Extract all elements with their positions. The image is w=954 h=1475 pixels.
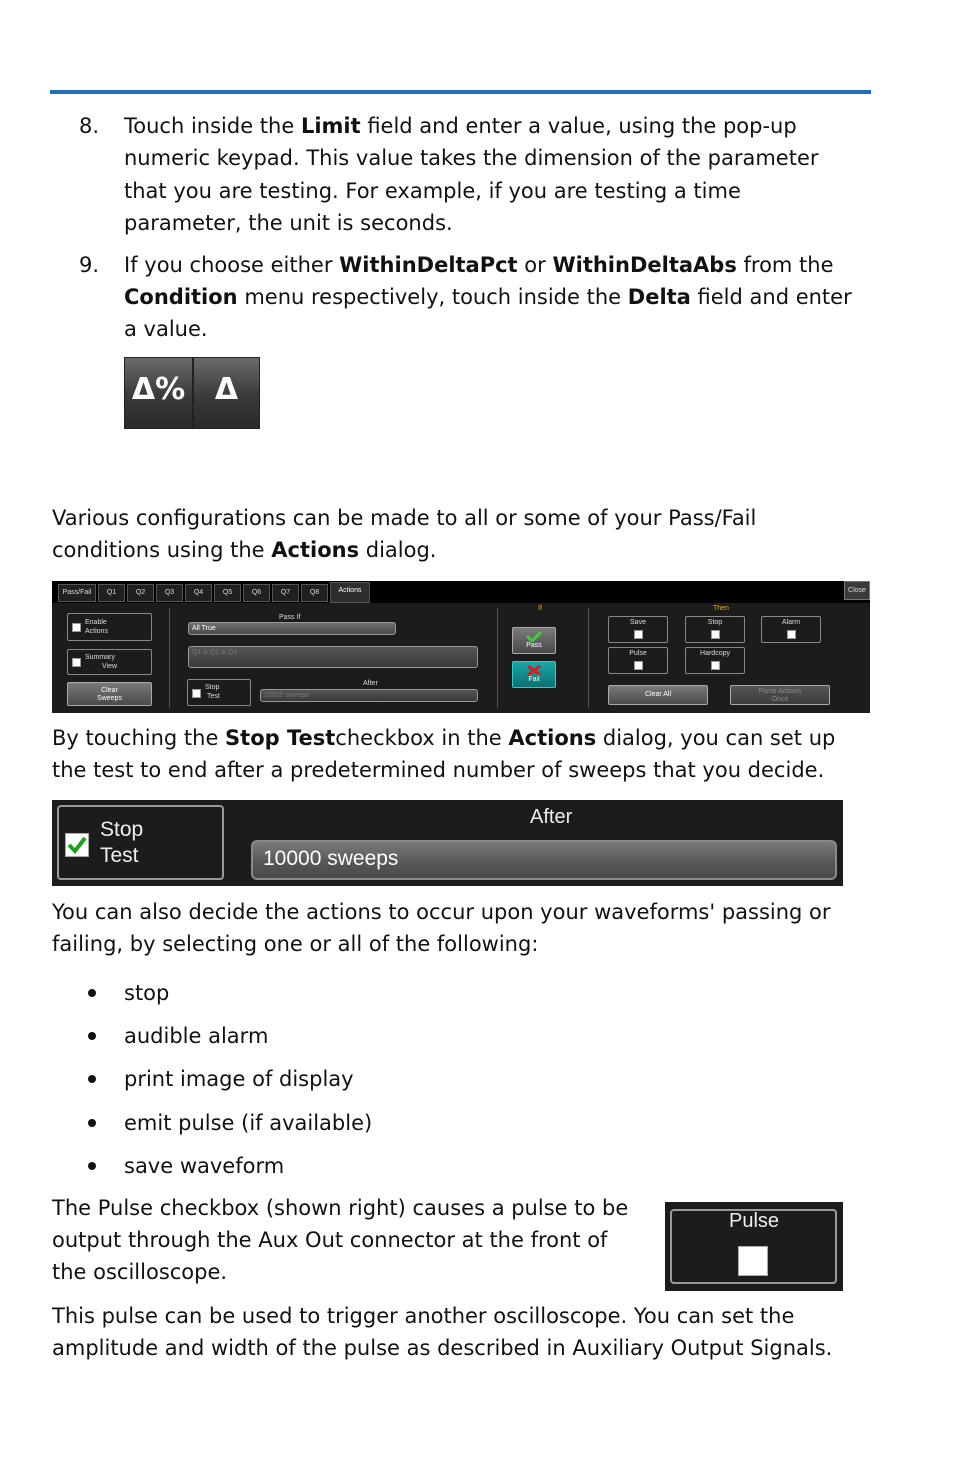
expression-field[interactable]: Q1 & Q2 & Q3 — [188, 646, 478, 668]
stop-test-checkbox[interactable] — [192, 689, 201, 698]
step-number: 8. — [79, 114, 100, 138]
intro-line-1: Various configurations can be made to all or some of your Pass/Fail — [52, 506, 757, 530]
stop-test-label-2: Test — [207, 693, 220, 700]
stop-para-line-1: By touching the Stop Testcheckbox in the Actions dialog, you can set up — [52, 726, 836, 750]
pulse-label: Pulse — [728, 1210, 780, 1232]
pass-label: Pass — [526, 642, 542, 649]
tab-q7[interactable]: Q7 — [272, 584, 299, 602]
alarm-checkbox[interactable] — [787, 630, 796, 639]
then-label: Then — [713, 605, 729, 612]
delta-pct-label: Δ% — [131, 372, 186, 407]
stop-label: Stop — [707, 619, 723, 626]
enable-actions-label-2: Actions — [85, 628, 108, 635]
pulse-zoom — [665, 1202, 843, 1291]
list-item: stop — [124, 981, 170, 1005]
actions-para-line-2: failing, by selecting one or all of the following: — [52, 932, 539, 956]
step-9-line-3: a value. — [124, 317, 208, 341]
bullet-icon — [88, 1162, 96, 1170]
step-8-line-1: Touch inside the Limit field and enter a value, using the pop-up — [124, 114, 797, 138]
checkmark-icon — [526, 631, 542, 642]
divider — [497, 608, 498, 708]
bullet-icon — [88, 1032, 96, 1040]
stop-test-checked-checkbox[interactable] — [65, 833, 89, 857]
stop-test-toggle[interactable] — [187, 679, 251, 706]
list-item: save waveform — [124, 1154, 285, 1178]
stop-checkbox[interactable] — [711, 630, 720, 639]
after-label: After — [363, 680, 378, 687]
divider — [169, 608, 170, 708]
list-item: emit pulse (if available) — [124, 1111, 373, 1135]
stop-test-zoom — [52, 800, 843, 886]
summary-view-checkbox[interactable] — [72, 658, 81, 667]
enable-actions-toggle[interactable] — [67, 613, 152, 641]
save-toggle[interactable] — [608, 616, 668, 643]
final-para-line-1: This pulse can be used to trigger another oscilloscope. You can set the — [52, 1304, 795, 1328]
after-label: After — [530, 806, 573, 828]
actions-dialog — [52, 581, 870, 713]
pulse-para-line-2: output through the Aux Out connector at the front of — [52, 1228, 608, 1252]
tab-bar — [52, 581, 870, 603]
hardcopy-toggle[interactable] — [685, 647, 745, 674]
x-icon — [526, 665, 542, 676]
after-sweeps-field[interactable]: 10000 sweeps — [260, 689, 478, 702]
step-9-line-1: If you choose either WithinDeltaPct or WithinDeltaAbs from the — [124, 253, 834, 277]
force-actions-label: Force Actions — [758, 688, 802, 695]
tab-pass-fail[interactable]: Pass/Fail — [58, 584, 96, 602]
clear-all-button[interactable]: Clear All — [608, 685, 708, 705]
summary-view-toggle[interactable] — [67, 649, 152, 675]
summary-view-label-2: View — [102, 663, 118, 670]
enable-actions-checkbox[interactable] — [72, 623, 81, 632]
delta-abs-button[interactable] — [193, 357, 260, 429]
pulse-para-line-1: The Pulse checkbox (shown right) causes a pulse to be — [52, 1196, 629, 1220]
bullet-icon — [88, 989, 96, 997]
tab-q8[interactable]: Q8 — [301, 584, 328, 602]
tab-q6[interactable]: Q6 — [243, 584, 270, 602]
tab-q4[interactable]: Q4 — [185, 584, 212, 602]
clear-sweeps-label: Clear — [101, 687, 118, 694]
clear-sweeps-label-2: Sweeps — [97, 695, 122, 702]
actions-para-line-1: You can also decide the actions to occur upon your waveforms' passing or — [52, 900, 831, 924]
if-label: If — [538, 605, 542, 612]
pulse-label: Pulse — [629, 650, 647, 657]
pulse-para-line-3: the oscilloscope. — [52, 1260, 228, 1284]
bullet-icon — [88, 1119, 96, 1127]
pass-if-field[interactable]: All True — [188, 622, 396, 635]
pulse-checkbox[interactable] — [738, 1246, 768, 1276]
save-checkbox[interactable] — [634, 630, 643, 639]
pass-if-label: Pass If — [279, 614, 301, 621]
tab-actions[interactable]: Actions — [330, 582, 370, 603]
tab-q3[interactable]: Q3 — [156, 584, 183, 602]
clear-sweeps-button[interactable] — [67, 682, 152, 706]
pulse-checkbox[interactable] — [634, 661, 643, 670]
checkmark-icon — [67, 835, 87, 855]
test-label: Test — [100, 844, 139, 867]
step-8-line-4: parameter, the unit is seconds. — [124, 211, 453, 235]
stop-para-line-2: the test to end after a predetermined number of sweeps that you decide. — [52, 758, 825, 782]
force-actions-button[interactable] — [730, 685, 830, 705]
tab-q2[interactable]: Q2 — [127, 584, 154, 602]
intro-line-2: conditions using the Actions dialog. — [52, 538, 437, 562]
fail-label: Fail — [528, 676, 540, 683]
stop-toggle[interactable] — [685, 616, 745, 643]
tab-q1[interactable]: Q1 — [98, 584, 125, 602]
final-para-line-2: amplitude and width of the pulse as described in Auxiliary Output Signals. — [52, 1336, 833, 1360]
alarm-label: Alarm — [781, 619, 801, 626]
alarm-toggle[interactable] — [761, 616, 821, 643]
step-number: 9. — [79, 253, 100, 277]
list-item: audible alarm — [124, 1024, 269, 1048]
list-item: print image of display — [124, 1067, 354, 1091]
tab-q5[interactable]: Q5 — [214, 584, 241, 602]
close-button[interactable]: Close — [844, 581, 870, 600]
enable-actions-label: Enable — [85, 619, 107, 626]
hardcopy-checkbox[interactable] — [711, 661, 720, 670]
pass-button[interactable] — [512, 627, 556, 654]
stop-test-label: Stop — [205, 684, 220, 691]
stop-label: Stop — [100, 818, 144, 841]
delta-pct-button[interactable] — [124, 357, 193, 429]
pulse-toggle[interactable] — [608, 647, 668, 674]
save-label: Save — [630, 619, 646, 626]
force-actions-label-2: Once — [771, 696, 789, 703]
step-8-line-3: that you are testing. For example, if you are testing a time — [124, 179, 741, 203]
sweeps-field[interactable]: 10000 sweeps — [251, 840, 837, 880]
fail-button[interactable] — [512, 661, 556, 688]
summary-view-label: Summary — [85, 654, 115, 661]
hardcopy-label: Hardcopy — [700, 650, 730, 657]
delta-abs-label: Δ — [214, 372, 239, 407]
step-8-line-2: numeric keypad. This value takes the dimension of the parameter — [124, 146, 819, 170]
divider — [588, 608, 589, 708]
header-rule — [50, 90, 871, 94]
bullet-icon — [88, 1075, 96, 1083]
step-9-line-2: Condition menu respectively, touch inside the Delta field and enter — [124, 285, 852, 309]
